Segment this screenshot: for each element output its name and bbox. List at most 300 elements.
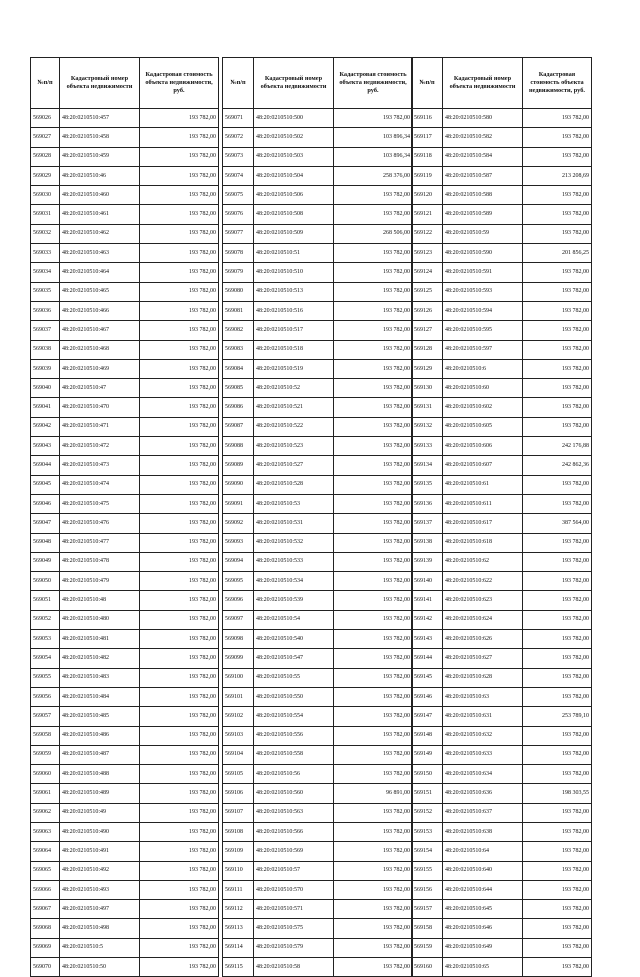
row-number: 569150	[412, 765, 443, 784]
table-row	[31, 668, 219, 687]
row-number: 569033	[31, 244, 60, 263]
row-number: 569093	[223, 533, 254, 552]
row-number: 569038	[31, 340, 60, 359]
table-row	[412, 379, 592, 398]
table-row	[412, 958, 592, 977]
row-number: 569143	[412, 630, 443, 649]
cadastral-number: 48:20:0210510:508	[254, 205, 334, 224]
cadastral-value: 193 782,00	[523, 533, 592, 552]
row-number: 569065	[31, 861, 60, 880]
row-number: 569119	[412, 166, 443, 185]
cadastral-number: 48:20:0210510:459	[60, 147, 140, 166]
table-row	[412, 610, 592, 629]
row-number: 569135	[412, 475, 443, 494]
cadastral-value: 193 782,00	[140, 359, 219, 378]
table-row	[31, 707, 219, 726]
cadastral-value: 193 782,00	[334, 842, 413, 861]
row-number: 569062	[31, 803, 60, 822]
header-kadastr: Кадастровый номер объекта недвижимости	[60, 58, 140, 109]
table-row	[223, 533, 413, 552]
cadastral-value: 193 782,00	[523, 494, 592, 513]
table-row	[31, 784, 219, 803]
table-row	[223, 282, 413, 301]
row-number: 569125	[412, 282, 443, 301]
table-row	[31, 475, 219, 494]
table-row	[412, 707, 592, 726]
table-row	[223, 456, 413, 475]
row-number: 569139	[412, 552, 443, 571]
cadastral-value: 193 782,00	[140, 244, 219, 263]
cadastral-value: 193 782,00	[523, 726, 592, 745]
row-number: 569044	[31, 456, 60, 475]
cadastral-number: 48:20:0210510:58	[254, 958, 334, 977]
cadastral-number: 48:20:0210510:479	[60, 572, 140, 591]
cadastral-number: 48:20:0210510:492	[60, 861, 140, 880]
cadastral-number: 48:20:0210510:517	[254, 321, 334, 340]
table-row	[31, 456, 219, 475]
row-number: 569144	[412, 649, 443, 668]
cadastral-number: 48:20:0210510:587	[443, 166, 523, 185]
cadastral-value: 193 782,00	[334, 475, 413, 494]
cadastral-number: 48:20:0210510:627	[443, 649, 523, 668]
row-number: 569122	[412, 224, 443, 243]
cadastral-number: 48:20:0210510:624	[443, 610, 523, 629]
row-number: 569028	[31, 147, 60, 166]
table-row	[412, 687, 592, 706]
table-row	[223, 417, 413, 436]
table-row	[31, 610, 219, 629]
cadastral-value: 193 782,00	[523, 668, 592, 687]
cadastral-number: 48:20:0210510:61	[443, 475, 523, 494]
cadastral-number: 48:20:0210510:634	[443, 765, 523, 784]
table-row	[31, 861, 219, 880]
table-row	[412, 842, 592, 861]
row-number: 569045	[31, 475, 60, 494]
header-num: №п/п	[31, 58, 60, 109]
row-number: 569067	[31, 900, 60, 919]
cadastral-number: 48:20:0210510:645	[443, 900, 523, 919]
row-number: 569141	[412, 591, 443, 610]
cadastral-number: 48:20:0210510:518	[254, 340, 334, 359]
cadastral-value: 193 782,00	[140, 726, 219, 745]
table-row	[412, 822, 592, 841]
table-row	[412, 224, 592, 243]
cadastral-number: 48:20:0210510:556	[254, 726, 334, 745]
cadastral-value: 242 176,88	[523, 437, 592, 456]
cadastral-number: 48:20:0210510:560	[254, 784, 334, 803]
table-row	[31, 224, 219, 243]
cadastral-value: 193 782,00	[523, 340, 592, 359]
table-row	[223, 166, 413, 185]
table-row	[223, 552, 413, 571]
row-number: 569113	[223, 919, 254, 938]
cadastral-number: 48:20:0210510:516	[254, 301, 334, 320]
cadastral-number: 48:20:0210510:55	[254, 668, 334, 687]
table-row	[223, 340, 413, 359]
table-row	[223, 900, 413, 919]
cadastral-value: 193 782,00	[334, 668, 413, 687]
cadastral-number: 48:20:0210510:579	[254, 938, 334, 957]
cadastral-number: 48:20:0210510:509	[254, 224, 334, 243]
row-number: 569082	[223, 321, 254, 340]
table-row	[412, 494, 592, 513]
cadastral-value: 193 782,00	[523, 765, 592, 784]
row-number: 569153	[412, 822, 443, 841]
table-row	[412, 938, 592, 957]
table-row	[412, 765, 592, 784]
row-number: 569129	[412, 359, 443, 378]
row-number: 569160	[412, 958, 443, 977]
cadastral-number: 48:20:0210510:571	[254, 900, 334, 919]
cadastral-value: 193 782,00	[523, 417, 592, 436]
table-row	[31, 649, 219, 668]
cadastral-value: 193 782,00	[334, 533, 413, 552]
cadastral-number: 48:20:0210510:5	[60, 938, 140, 957]
row-number: 569086	[223, 398, 254, 417]
row-number: 569114	[223, 938, 254, 957]
row-number: 569099	[223, 649, 254, 668]
table-row	[412, 880, 592, 899]
cadastral-number: 48:20:0210510:540	[254, 630, 334, 649]
cadastral-number: 48:20:0210510:533	[254, 552, 334, 571]
row-number: 569097	[223, 610, 254, 629]
cadastral-number: 48:20:0210510:513	[254, 282, 334, 301]
cadastral-value: 193 782,00	[523, 359, 592, 378]
cadastral-number: 48:20:0210510:489	[60, 784, 140, 803]
row-number: 569098	[223, 630, 254, 649]
cadastral-value: 193 782,00	[334, 494, 413, 513]
row-number: 569034	[31, 263, 60, 282]
row-number: 569157	[412, 900, 443, 919]
cadastral-value: 193 782,00	[334, 726, 413, 745]
row-number: 569123	[412, 244, 443, 263]
cadastral-value: 193 782,00	[140, 668, 219, 687]
table-row	[412, 475, 592, 494]
cadastral-value: 193 782,00	[334, 610, 413, 629]
cadastral-value: 193 782,00	[140, 745, 219, 764]
row-number: 569037	[31, 321, 60, 340]
table-row	[31, 687, 219, 706]
header-kadastr: Кадастровый номер объекта недвижимости	[254, 58, 334, 109]
cadastral-value: 193 782,00	[140, 514, 219, 533]
cadastral-number: 48:20:0210510:558	[254, 745, 334, 764]
row-number: 569131	[412, 398, 443, 417]
table-row	[223, 784, 413, 803]
cadastral-value: 193 782,00	[140, 186, 219, 205]
cadastral-value: 193 782,00	[140, 494, 219, 513]
table-row	[223, 205, 413, 224]
table-row	[223, 244, 413, 263]
cadastral-value: 193 782,00	[140, 938, 219, 957]
cadastral-value: 193 782,00	[334, 205, 413, 224]
cadastral-number: 48:20:0210510:569	[254, 842, 334, 861]
row-number: 569088	[223, 437, 254, 456]
cadastral-value: 198 303,55	[523, 784, 592, 803]
cadastral-number: 48:20:0210510:605	[443, 417, 523, 436]
table-row	[412, 340, 592, 359]
table-row	[31, 630, 219, 649]
table-row	[31, 958, 219, 977]
table-row	[31, 147, 219, 166]
row-number: 569051	[31, 591, 60, 610]
row-number: 569073	[223, 147, 254, 166]
table-row	[412, 359, 592, 378]
row-number: 569132	[412, 417, 443, 436]
cadastral-number: 48:20:0210510:485	[60, 707, 140, 726]
cadastral-number: 48:20:0210510:54	[254, 610, 334, 629]
row-number: 569069	[31, 938, 60, 957]
cadastral-value: 193 782,00	[140, 456, 219, 475]
cadastral-value: 193 782,00	[140, 301, 219, 320]
cadastral-number: 48:20:0210510:563	[254, 803, 334, 822]
table-row	[412, 668, 592, 687]
table-row	[223, 475, 413, 494]
row-number: 569146	[412, 687, 443, 706]
cadastral-value: 193 782,00	[523, 398, 592, 417]
row-number: 569087	[223, 417, 254, 436]
cadastral-number: 48:20:0210510:636	[443, 784, 523, 803]
cadastral-number: 48:20:0210510:503	[254, 147, 334, 166]
cadastral-number: 48:20:0210510:566	[254, 822, 334, 841]
row-number: 569084	[223, 359, 254, 378]
cadastral-number: 48:20:0210510:646	[443, 919, 523, 938]
table-row	[31, 842, 219, 861]
row-number: 569120	[412, 186, 443, 205]
row-number: 569060	[31, 765, 60, 784]
table-row	[223, 224, 413, 243]
cadastral-number: 48:20:0210510:626	[443, 630, 523, 649]
row-number: 569031	[31, 205, 60, 224]
cadastral-number: 48:20:0210510:49	[60, 803, 140, 822]
table-row	[412, 803, 592, 822]
cadastral-number: 48:20:0210510:550	[254, 687, 334, 706]
cadastral-value: 193 782,00	[523, 224, 592, 243]
cadastral-number: 48:20:0210510:500	[254, 109, 334, 128]
cadastral-number: 48:20:0210510:462	[60, 224, 140, 243]
row-number: 569103	[223, 726, 254, 745]
cadastral-number: 48:20:0210510:498	[60, 919, 140, 938]
table-row	[223, 630, 413, 649]
cadastral-value: 193 782,00	[334, 301, 413, 320]
table-row	[223, 610, 413, 629]
cadastral-value: 193 782,00	[334, 398, 413, 417]
cadastral-value: 193 782,00	[140, 205, 219, 224]
cadastral-number: 48:20:0210510:554	[254, 707, 334, 726]
row-number: 569078	[223, 244, 254, 263]
row-number: 569092	[223, 514, 254, 533]
row-number: 569076	[223, 205, 254, 224]
header-kadastr: Кадастровый номер объекта недвижимости	[443, 58, 523, 109]
table-row	[31, 745, 219, 764]
cadastral-value: 193 782,00	[523, 919, 592, 938]
cadastral-number: 48:20:0210510:570	[254, 880, 334, 899]
table-row	[223, 958, 413, 977]
row-number: 569063	[31, 822, 60, 841]
table-row	[31, 591, 219, 610]
cadastral-value: 193 782,00	[140, 765, 219, 784]
table-row	[223, 938, 413, 957]
row-number: 569047	[31, 514, 60, 533]
cadastral-value: 193 782,00	[523, 938, 592, 957]
row-number: 569095	[223, 572, 254, 591]
row-number: 569145	[412, 668, 443, 687]
cadastral-value: 193 782,00	[523, 109, 592, 128]
cadastral-number: 48:20:0210510:487	[60, 745, 140, 764]
row-number: 569107	[223, 803, 254, 822]
cadastral-number: 48:20:0210510:46	[60, 166, 140, 185]
cadastral-number: 48:20:0210510:504	[254, 166, 334, 185]
cadastral-value: 103 896,34	[334, 147, 413, 166]
cadastral-value: 193 782,00	[523, 205, 592, 224]
cadastral-number: 48:20:0210510:64	[443, 842, 523, 861]
row-number: 569134	[412, 456, 443, 475]
row-number: 569066	[31, 880, 60, 899]
row-number: 569042	[31, 417, 60, 436]
row-number: 569048	[31, 533, 60, 552]
cadastral-value: 253 789,10	[523, 707, 592, 726]
row-number: 569085	[223, 379, 254, 398]
cadastral-value: 193 782,00	[334, 186, 413, 205]
cadastral-value: 193 782,00	[523, 128, 592, 147]
table-row	[31, 552, 219, 571]
cadastral-number: 48:20:0210510:467	[60, 321, 140, 340]
table-row	[223, 765, 413, 784]
table-row	[31, 533, 219, 552]
cadastral-value: 193 782,00	[140, 803, 219, 822]
cadastral-value: 193 782,00	[523, 475, 592, 494]
table-row	[412, 726, 592, 745]
row-number: 569108	[223, 822, 254, 841]
row-number: 569109	[223, 842, 254, 861]
cadastral-number: 48:20:0210510:468	[60, 340, 140, 359]
cadastral-number: 48:20:0210510:628	[443, 668, 523, 687]
cadastral-value: 268 506,00	[334, 224, 413, 243]
table-row	[223, 707, 413, 726]
table-row	[31, 282, 219, 301]
cadastral-value: 193 782,00	[140, 128, 219, 147]
table-row	[31, 186, 219, 205]
cadastral-value: 193 782,00	[334, 552, 413, 571]
cadastral-number: 48:20:0210510:491	[60, 842, 140, 861]
table-row	[31, 437, 219, 456]
row-number: 569072	[223, 128, 254, 147]
cadastral-number: 48:20:0210510:607	[443, 456, 523, 475]
cadastral-value: 193 782,00	[334, 244, 413, 263]
table-row	[412, 514, 592, 533]
cadastral-number: 48:20:0210510:611	[443, 494, 523, 513]
table-row	[223, 649, 413, 668]
cadastral-value: 96 891,00	[334, 784, 413, 803]
cadastral-value: 193 782,00	[140, 340, 219, 359]
table-row	[412, 166, 592, 185]
table-row	[31, 359, 219, 378]
table-row	[223, 880, 413, 899]
cadastral-number: 48:20:0210510:622	[443, 572, 523, 591]
cadastral-value: 193 782,00	[140, 379, 219, 398]
table-row	[31, 822, 219, 841]
cadastral-number: 48:20:0210510:56	[254, 765, 334, 784]
row-number: 569054	[31, 649, 60, 668]
table-row	[31, 494, 219, 513]
table-row	[412, 147, 592, 166]
table-row	[223, 745, 413, 764]
row-number: 569055	[31, 668, 60, 687]
cadastral-value: 193 782,00	[523, 822, 592, 841]
cadastral-number: 48:20:0210510:644	[443, 880, 523, 899]
row-number: 569039	[31, 359, 60, 378]
cadastral-number: 48:20:0210510:527	[254, 456, 334, 475]
cadastral-number: 48:20:0210510:547	[254, 649, 334, 668]
cadastral-value: 193 782,00	[140, 822, 219, 841]
cadastral-value: 193 782,00	[523, 552, 592, 571]
row-number: 569104	[223, 745, 254, 764]
table-row	[412, 244, 592, 263]
table-row	[412, 649, 592, 668]
cadastral-value: 193 782,00	[523, 186, 592, 205]
table-row	[412, 437, 592, 456]
cadastral-value: 258 376,00	[334, 166, 413, 185]
row-number: 569126	[412, 301, 443, 320]
cadastral-value: 193 782,00	[140, 861, 219, 880]
table-row	[412, 591, 592, 610]
table-row	[412, 861, 592, 880]
header-value: Кадастровая стоимость объекта недвижимости, руб.	[140, 58, 219, 109]
cadastral-number: 48:20:0210510:463	[60, 244, 140, 263]
table-row	[412, 745, 592, 764]
row-number: 569027	[31, 128, 60, 147]
cadastral-number: 48:20:0210510:623	[443, 591, 523, 610]
row-number: 569089	[223, 456, 254, 475]
cadastral-number: 48:20:0210510:493	[60, 880, 140, 899]
row-number: 569124	[412, 263, 443, 282]
cadastral-number: 48:20:0210510:50	[60, 958, 140, 977]
cadastral-value: 193 782,00	[523, 630, 592, 649]
cadastral-number: 48:20:0210510:466	[60, 301, 140, 320]
cadastral-number: 48:20:0210510:464	[60, 263, 140, 282]
cadastral-number: 48:20:0210510:63	[443, 687, 523, 706]
cadastral-value: 193 782,00	[334, 765, 413, 784]
cadastral-value: 193 782,00	[140, 572, 219, 591]
row-number: 569128	[412, 340, 443, 359]
cadastral-value: 193 782,00	[334, 649, 413, 668]
cadastral-value: 193 782,00	[140, 919, 219, 938]
table-row	[412, 205, 592, 224]
row-number: 569121	[412, 205, 443, 224]
cadastral-value: 193 782,00	[334, 456, 413, 475]
cadastral-number: 48:20:0210510:606	[443, 437, 523, 456]
row-number: 569090	[223, 475, 254, 494]
row-number: 569035	[31, 282, 60, 301]
table-row	[31, 109, 219, 128]
cadastral-value: 193 782,00	[140, 321, 219, 340]
cadastral-number: 48:20:0210510:469	[60, 359, 140, 378]
cadastral-value: 193 782,00	[523, 803, 592, 822]
table-row	[223, 186, 413, 205]
row-number: 569079	[223, 263, 254, 282]
table-row	[31, 938, 219, 957]
row-number: 569136	[412, 494, 443, 513]
cadastral-number: 48:20:0210510:521	[254, 398, 334, 417]
row-number: 569155	[412, 861, 443, 880]
cadastral-value: 193 782,00	[334, 359, 413, 378]
header-num: №п/п	[223, 58, 254, 109]
cadastral-number: 48:20:0210510:582	[443, 128, 523, 147]
cadastral-number: 48:20:0210510:57	[254, 861, 334, 880]
cadastral-value: 193 782,00	[334, 340, 413, 359]
cadastral-number: 48:20:0210510:60	[443, 379, 523, 398]
cadastral-number: 48:20:0210510:47	[60, 379, 140, 398]
table-row	[223, 301, 413, 320]
